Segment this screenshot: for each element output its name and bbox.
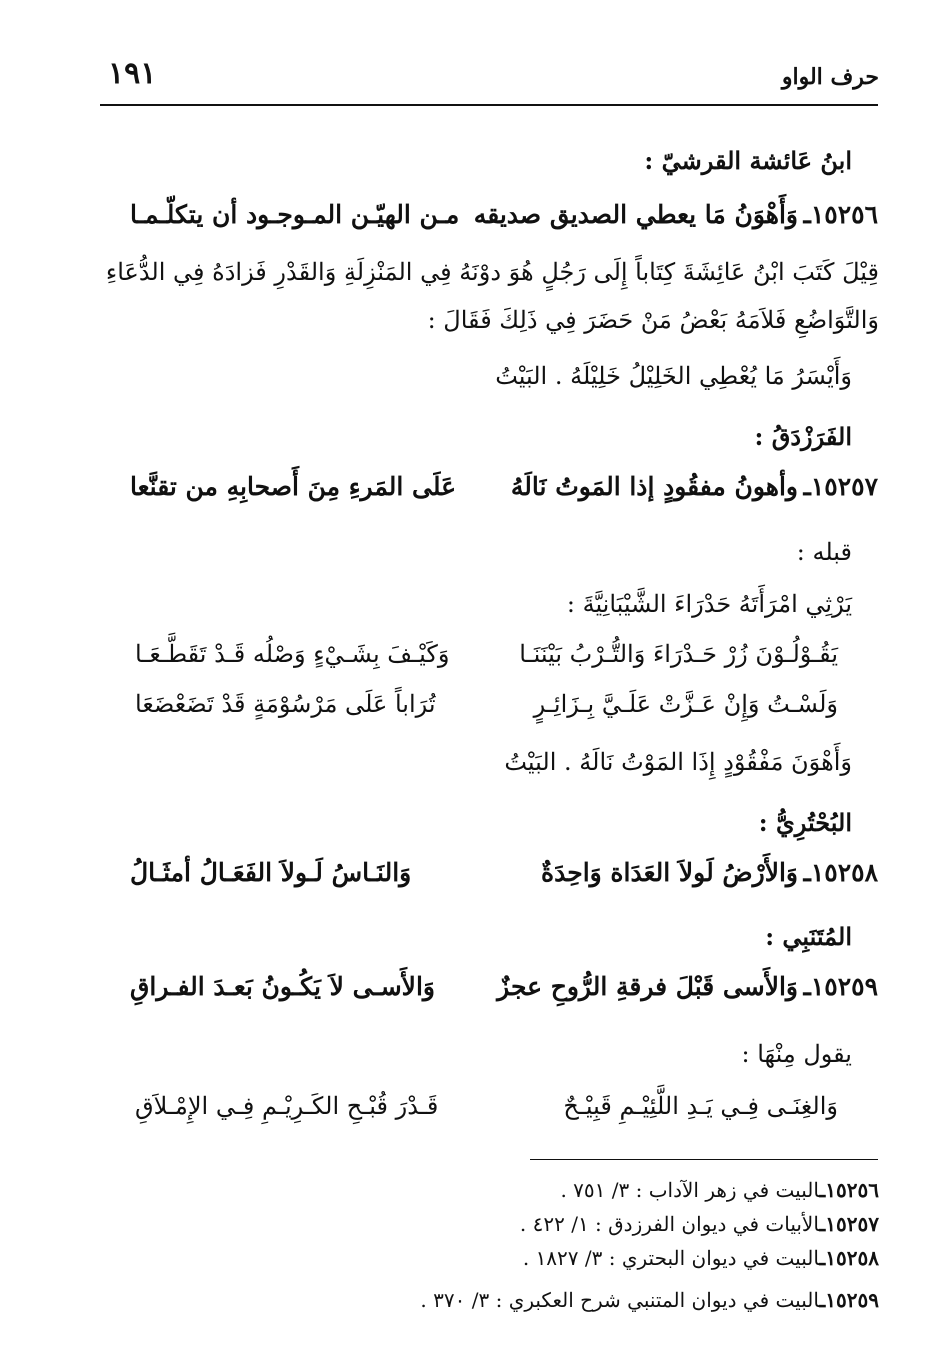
- footnote-number: ١٥٢٥٦ـ: [819, 1178, 879, 1202]
- couplet: [120, 690, 878, 734]
- footnote: [560, 1178, 879, 1202]
- couplet-hemistich-second: وَكَيْـفَ بِشَـيْءٍ وَصْلُه قَـدْ تَقَطَّـعَـا: [135, 640, 450, 668]
- verse-number: ١٥٢٥٧ـ: [803, 472, 878, 501]
- couplet-hemistich-first: يَقُـوْلُـوْنَ زُرْ حَـدْرَاءَ وَالتُّـرْبُ بَيْنَنَـا: [519, 640, 838, 668]
- footnote-text: البيت في ديوان المتنبي شرح العكبري : ٣/ ٣٧٠ .: [420, 1288, 820, 1312]
- couplet-hemistich-first: وَلَسْـتُ وَإِنْ عَـزَّتْ عَلَـيَّ بِـزَائِـرٍ: [533, 690, 838, 718]
- page-number: ١٩١: [108, 56, 157, 91]
- prose-line: وَالتَّوَاضُعِ فَلاَمَهُ بَعْضُ مَنْ حَضَرَ فِي ذَلِكَ فَقَالَ :: [427, 306, 879, 334]
- verse-hemistich-first: وَالأَسى قَبْلَ فرقةِ الرُّوحِ عجزٌ: [497, 972, 798, 1001]
- verse-hemistich-second: عَلَى المَرءِ مِنَ أَصحابِهِ من تقنَّعا: [130, 472, 457, 501]
- footnote-text: الأبيات في ديوان الفرزدق : ١/ ٤٢٢ .: [519, 1212, 820, 1236]
- prose-line: يَرْثِي امْرَأَتَهُ حَدْرَاءَ الشَّيْبَانِيَّةَ :: [566, 590, 852, 618]
- header-rule: [100, 104, 878, 106]
- couplet: [120, 640, 878, 684]
- poet-heading-mutanabbi: المُتَنَبِي :: [765, 922, 852, 951]
- verse-15256: [120, 200, 878, 248]
- footnote: [523, 1246, 879, 1270]
- prose-line: قِيْلَ كَتَبَ ابْنُ عَائِشَةَ كِتَاباً إِلَى رَجُلٍ هُوَ دوْنَهُ فِي المَنْزِلَةِ وَالقَدْرِ فَزادَهُ فِي الدُّعَاءِ: [105, 258, 879, 286]
- poet-heading-farazdaq: الفَرَزْدَقُ :: [754, 422, 852, 451]
- verse-hemistich-second: مـن الهيّـن المـوجـود أن يتكلّـمـا: [130, 200, 460, 229]
- verse-15258: [120, 858, 878, 906]
- footnote-number: ١٥٢٥٨ـ: [819, 1246, 879, 1270]
- prose-line: قبله :: [796, 538, 852, 566]
- footnote-text: البيت في ديوان البحتري : ٣/ ١٨٢٧ .: [522, 1246, 820, 1270]
- footnote: [520, 1212, 879, 1236]
- footnote-text: البيت في زهر الآداب : ٣/ ٧٥١ .: [560, 1178, 820, 1202]
- verse-hemistich-second: وَالنَـاسُ لَـولاَ الفَعَـالُ أمثَـالُ: [130, 858, 412, 887]
- couplet-hemistich-first: وَالغِنَـى فِـي يَـدِ اللَّئِيْـمِ قَبِيْـحٌ: [563, 1092, 838, 1120]
- verse-hemistich-first: وَالأَرْضُ لَولاَ العَدَاة وَاحِدَةٌ: [541, 858, 798, 887]
- verse-15259: [120, 972, 878, 1020]
- verse-hemistich-first: وَأَهْوَنُ مَا يعطي الصديق صديقه: [473, 200, 798, 229]
- running-header-title: حرف الواو: [781, 64, 879, 90]
- couplet-hemistich-second: قَـدْرَ قُبْـحِ الكَـرِيْـمِ فِـي الإِمْـلاَقِ: [135, 1092, 439, 1120]
- footnote-rule: [530, 1159, 878, 1160]
- verse-number: ١٥٢٥٦ـ: [803, 200, 878, 229]
- verse-15257: [120, 472, 878, 520]
- verse-hemistich-first: وأهونُ مفقُودٍ إذا المَوتُ نَالَهُ: [510, 472, 798, 501]
- prose-line: وَأَيْسَرُ مَا يُعْطِي الخَلِيْلُ خَلِيْلَهُ . البَيْتُ: [495, 362, 852, 390]
- prose-line: يقول مِنْهَا :: [741, 1040, 852, 1068]
- poet-heading-ibn-aisha: ابنُ عَائشة القرشيّ :: [644, 146, 852, 175]
- verse-number: ١٥٢٥٩ـ: [803, 972, 878, 1001]
- poet-heading-buhturi: البُحْتُرِيُّ :: [758, 808, 852, 837]
- footnote: [420, 1288, 879, 1312]
- couplet-hemistich-second: تُرَاباً عَلَى مَرْسُوْمَةٍ قَدْ تَضَعْضَعَا: [135, 690, 436, 718]
- verse-number: ١٥٢٥٨ـ: [803, 858, 878, 887]
- footnote-number: ١٥٢٥٩ـ: [819, 1288, 879, 1312]
- verse-hemistich-second: وَالأَسـى لاَ يَكُـونُ بَعـدَ الفـراقِ: [130, 972, 435, 1001]
- footnote-number: ١٥٢٥٧ـ: [819, 1212, 879, 1236]
- couplet: [120, 1092, 878, 1136]
- prose-line: وَأَهْوَنَ مَفْقُوْدٍ إِذَا المَوْتُ نَالَهُ . البَيْتُ: [504, 748, 852, 776]
